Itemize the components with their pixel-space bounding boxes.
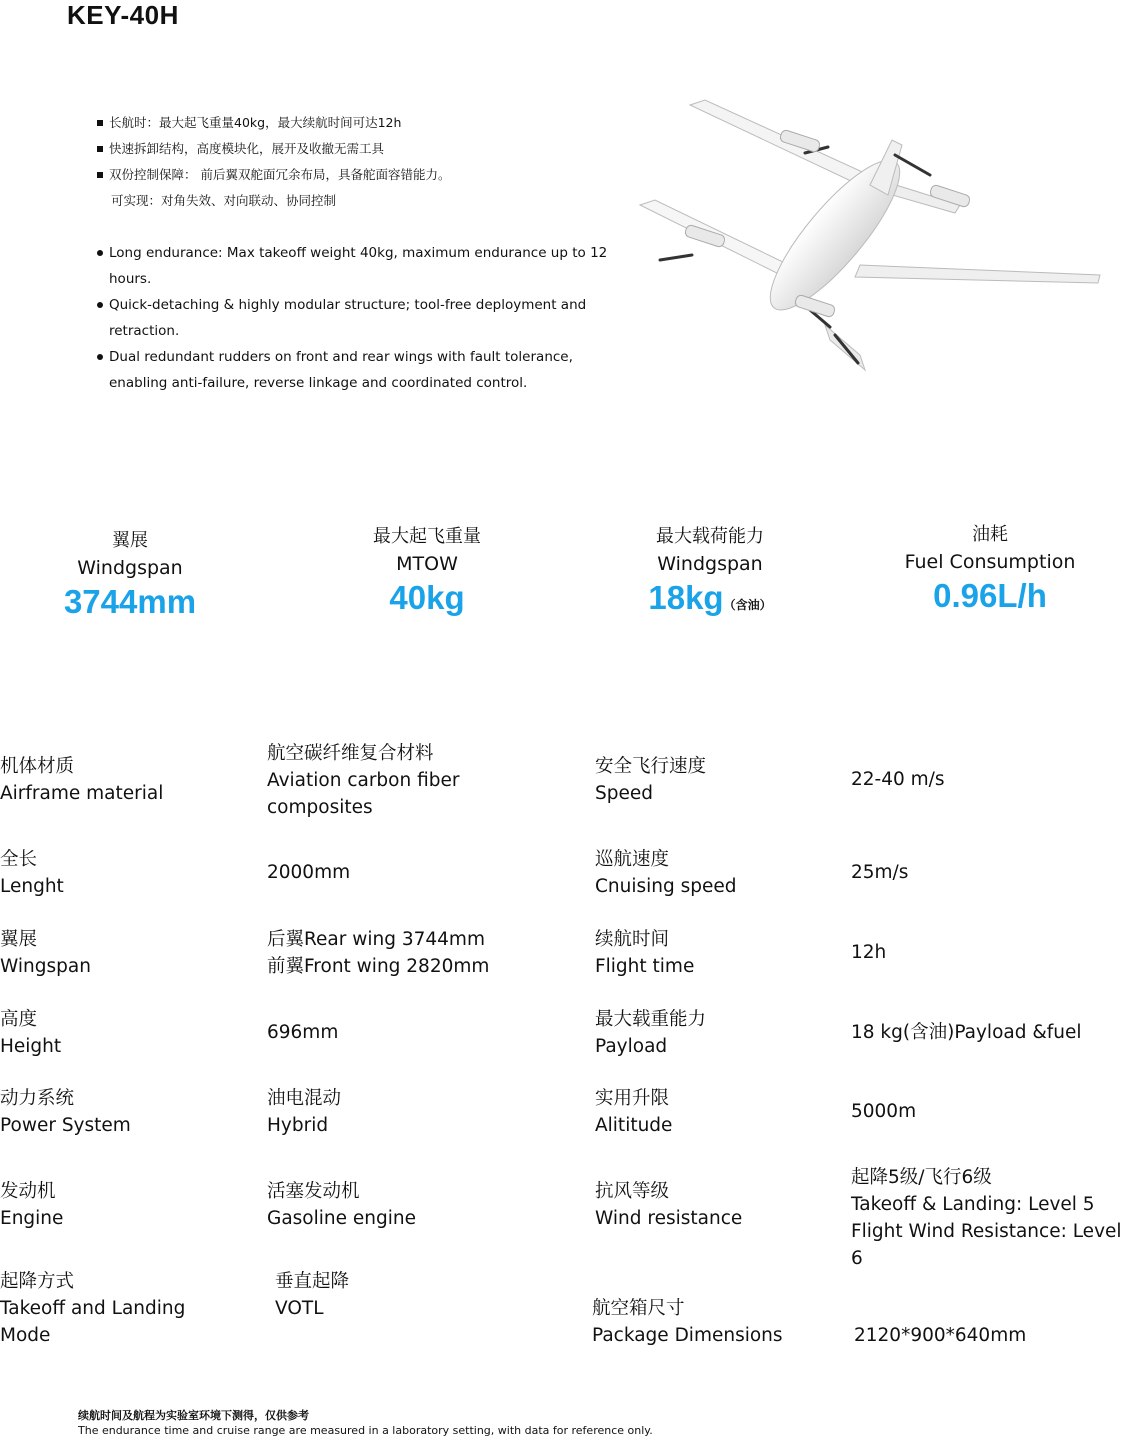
spec-label-payload: 最大载重能力 Payload <box>595 1009 707 1057</box>
footnote <box>78 1408 653 1438</box>
stat-payload-value: 18kg <box>648 579 724 616</box>
spec-label-height: 高度 Height <box>0 1009 62 1057</box>
stat-windgspan: 翼展 Windgspan 3744mm <box>63 530 197 620</box>
spec-label-cruise: 巡航速度 Cnuising speed <box>595 849 737 897</box>
feature-cn-item: 长航时：最大起飞重量40kg，最大续航时间可达12h <box>97 110 450 136</box>
spec-value-takeoff-mode: 垂直起降 VOTL <box>275 1271 350 1319</box>
feature-en-item: Dual redundant rudders on front and rear wings with fault tolerance, enabling anti-failure, reverse linkage and coordinated control. <box>97 344 627 396</box>
stat-mtow: 最大起飞重量 MTOW 40kg <box>373 526 481 616</box>
square-bullet-icon <box>97 120 103 126</box>
spec-value-flighttime: 12h <box>851 942 887 963</box>
spec-value-length: 2000mm <box>267 862 351 883</box>
spec-value-package: 2120*900*640mm <box>854 1325 1027 1346</box>
spec-label-wingspan: 翼展 Wingspan <box>0 929 91 977</box>
features-en-list <box>97 240 627 396</box>
feature-cn-item: 双份控制保障： 前后翼双舵面冗余布局，具备舵面容错能力。 <box>97 162 450 188</box>
spec-value-material: 航空碳纤维复合材料 Aviation carbon fiber composites <box>267 743 460 818</box>
bullet-icon <box>97 250 103 256</box>
spec-value-wingspan: 后翼Rear wing 3744mm 前翼Front wing 2820mm <box>267 929 490 977</box>
spec-label-package: 航空箱尺寸 Package Dimensions <box>592 1298 783 1346</box>
footnote-en: The endurance time and cruise range are measured in a laboratory setting, with data for reference only. <box>78 1424 653 1437</box>
square-bullet-icon <box>97 172 103 178</box>
stat-payload-note: （含油） <box>723 598 772 612</box>
spec-label-takeoff-mode: 起降方式 Takeoff and Landing Mode <box>0 1271 186 1346</box>
feature-en-item: Quick-detaching & highly modular structure; tool-free deployment and retraction. <box>97 292 627 344</box>
spec-value-cruise: 25m/s <box>851 862 909 883</box>
bullet-icon <box>97 302 103 308</box>
drone-image <box>630 95 1105 375</box>
feature-cn-extra: 可实现：对角失效、对向联动、协同控制 <box>111 193 337 208</box>
spec-label-speed: 安全飞行速度 Speed <box>595 756 707 804</box>
product-title: KEY-40H <box>67 0 179 30</box>
spec-label-length: 全长 Lenght <box>0 849 64 897</box>
feature-cn-item: 快速拆卸结构，高度模块化，展开及收撤无需工具 <box>97 136 450 162</box>
bullet-icon <box>97 354 103 360</box>
spec-label-material: 机体材质 Airframe material <box>0 756 164 804</box>
spec-value-wind: 起降5级/飞行6级 Takeoff & Landing: Level 5 Flight Wind Resistance: Level 6 <box>851 1167 1122 1269</box>
spec-label-altitude: 实用升限 Alititude <box>595 1088 673 1136</box>
stat-fuel: 油耗 Fuel Consumption 0.96L/h <box>904 524 1076 614</box>
spec-label-power: 动力系统 Power System <box>0 1088 131 1136</box>
footnote-cn: 续航时间及航程为实验室环境下测得，仅供参考 <box>78 1409 309 1422</box>
square-bullet-icon <box>97 146 103 152</box>
spec-value-payload: 18 kg(含油)Payload &fuel <box>851 1022 1082 1043</box>
spec-label-engine: 发动机 Engine <box>0 1181 64 1229</box>
stat-payload: 最大载荷能力 Windgspan 18kg（含油） <box>648 526 772 616</box>
spec-value-engine: 活塞发动机 Gasoline engine <box>267 1181 416 1229</box>
spec-value-speed: 22-40 m/s <box>851 769 945 790</box>
spec-value-altitude: 5000m <box>851 1101 917 1122</box>
feature-en-item: Long endurance: Max takeoff weight 40kg, maximum endurance up to 12 hours. <box>97 240 627 292</box>
spec-label-wind: 抗风等级 Wind resistance <box>595 1181 743 1229</box>
features-cn-list <box>97 110 450 214</box>
spec-value-height: 696mm <box>267 1022 339 1043</box>
spec-label-flighttime: 续航时间 Flight time <box>595 929 695 977</box>
spec-value-power: 油电混动 Hybrid <box>267 1088 342 1136</box>
